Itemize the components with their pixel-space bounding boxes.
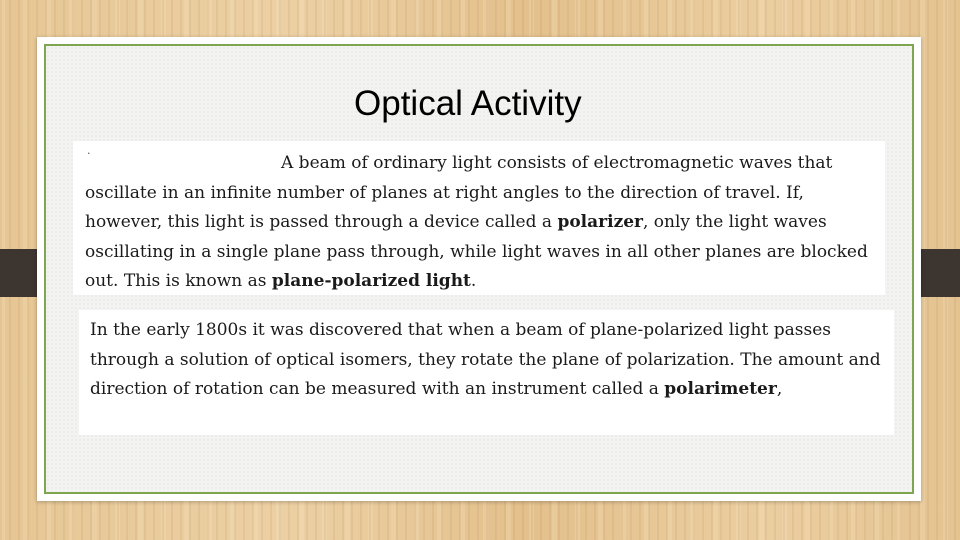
paragraph1-text-2: , only the light waves oscillating in a single plane pass through, while light waves in all other planes are blocked out. This is known as [85,212,868,291]
term-polarimeter: polarimeter [664,379,777,399]
term-polarizer: polarizer [557,212,643,232]
paragraph-box-polarimeter [79,310,894,435]
paragraph1-text-1: A beam of ordinary light consists of electromagnetic waves that oscillate in an infinite number of planes at right angles to the direction of travel. If, however, this light is passed through a device called a [85,153,833,232]
paragraph1-text-3: . [470,271,477,291]
slide-title: Optical Activity [354,84,582,123]
bullet-mark: · [87,147,91,160]
paragraph2-text-2: , [776,379,783,399]
paragraph-polarimeter [90,316,884,405]
paragraph-box-polarized-light [73,141,885,295]
slide-frame [44,44,914,494]
paragraph2-text-1: In the early 1800s it was discovered that when a beam of plane-polarized light passes through a solution of optical isomers, they rotate the plane of polarization. The amount and direction of rotation can be measured with an instrument called a [90,320,881,399]
paragraph-polarized-light [85,149,875,297]
slide-card [37,37,921,501]
term-plane-polarized-light: plane-polarized light [271,271,471,291]
